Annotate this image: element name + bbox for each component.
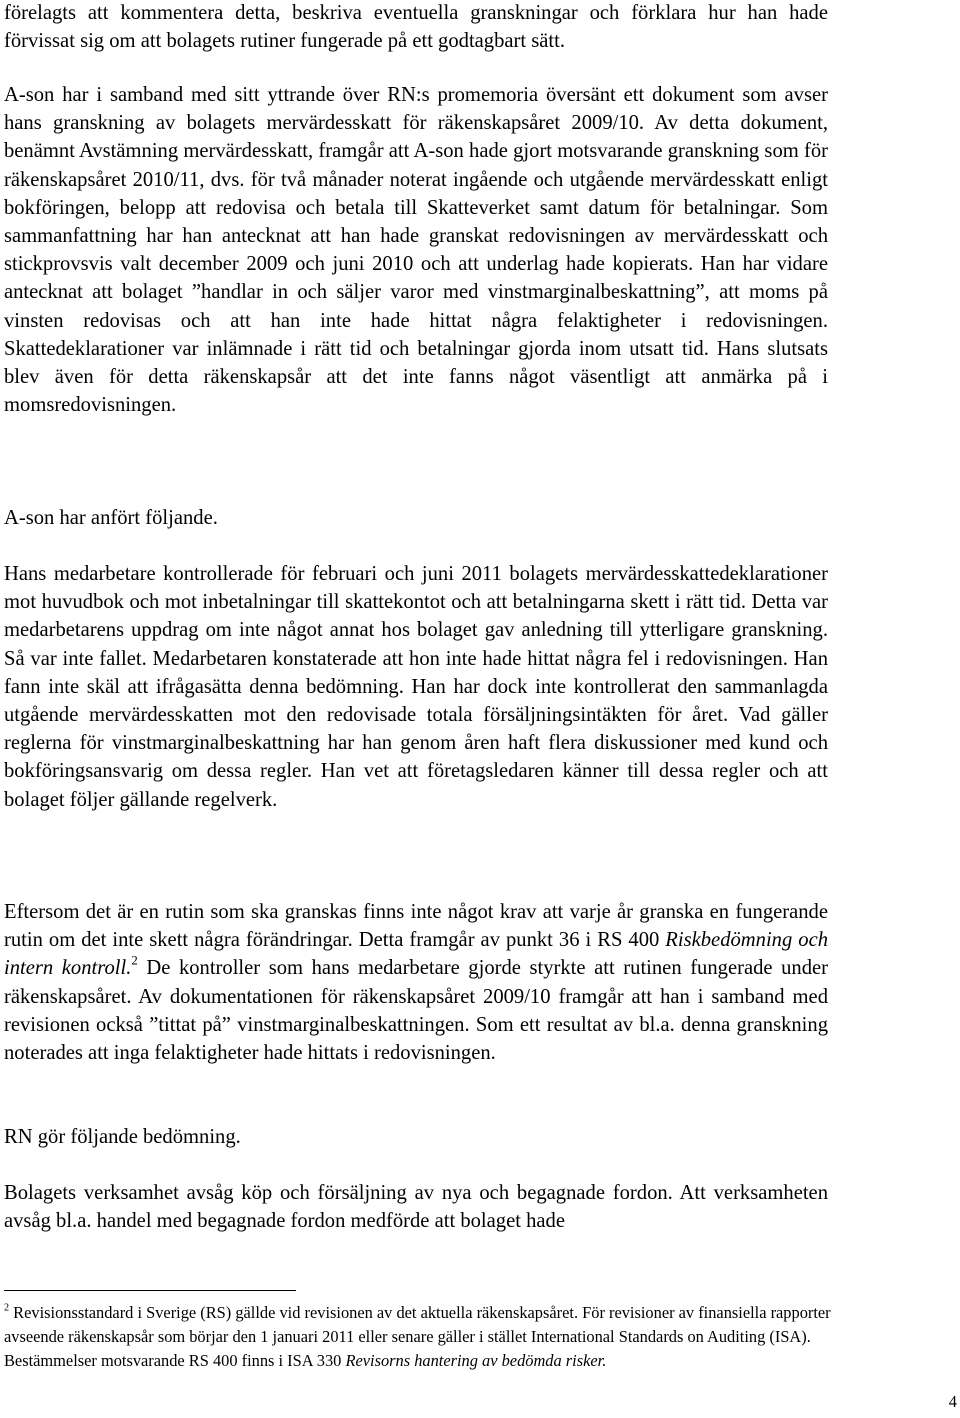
footnote-reference[interactable]: 2 — [131, 953, 138, 968]
paragraph-eftersom-text-start: Eftersom det är en rutin som ska granskas finns inte något krav att varje år granska en fungerande rutin om det inte skett några förändringar. Detta framgår av punkt 36 i RS 400 — [4, 901, 828, 952]
footnote-number: 2 — [4, 1302, 10, 1314]
footnote-text: Revisionsstandard i Sverige (RS) gällde vid revisionen av det aktuella räkenskapsåret. För revisioner av finansiella rapporter avseende räkenskapsår som börjar den 1 januari 2011 eller senare gäller i stället International Standards on Auditing (ISA). Bestämmelser motsvarande RS 400 finns i ISA 330 — [4, 1303, 831, 1370]
standard-title-italic: Riskbedömning och intern kontroll. — [4, 929, 829, 980]
paragraph-bolagets: Bolagets verksamhet avsåg köp och försäljning av nya och begagnade fordon. Att verksamheten avsåg bl.a. handel med begagnade fordon medförde att bolaget hade — [4, 1182, 828, 1233]
paragraph-ason-anfort: A-son har anfört följande. — [4, 507, 218, 529]
paragraph-rn-bedomning: RN gör följande bedömning. — [4, 1126, 241, 1148]
paragraph-ason-statement: A-son har i samband med sitt yttrande över RN:s promemoria översänt ett dokument som avser hans granskning av bolagets mervärdesskatt för räkenskapsåret 2009/10. Av detta dokument, benämnt Avstämning mervärdesskatt, framgår att A-son hade gjort motsvarande granskning som för räkenskapsåret 2010/11, dvs. för två månader noterat ingående och utgående mervärdesskatt enligt bokföringen, belopp att redovisa och betala till Skatteverket samt datum för betalningar. Som sammanfattning har han antecknat att han hade granskat redovisningen av mervärdesskatt och stickprovsvis valt december 2009 och juni 2010 och att underlag hade kopierats. Han har vidare antecknat att bolaget ”handlar in och säljer varor med vinstmarginalbeskattning”, att moms på vinsten redovisas och att han inte hade hittat några felaktigheter i redovisningen. Skattedeklarationer var inlämnade i rätt tid och betalningar gjorda inom utsatt tid. Hans slutsats blev även för detta räkenskapsår att det inte fanns något väsentligt att anmärka på i momsredovisningen. — [4, 84, 828, 417]
footnote-italic-title: Revisorns hantering av bedömda risker. — [345, 1351, 607, 1370]
paragraph-eftersom-text-end: De kontroller som hans medarbetare gjorde styrkte att rutinen fungerade under räkenskapsåret. Av dokumentationen för räkenskapsåret 2009/10 framgår att han i samband med revisionen också ”tittat på” vinstmarginalbeskattningen. Som ett resultat av bl.a. denna granskning noterades att inga felaktigheter hade hittats i redovisningen. — [4, 957, 828, 1065]
footnote-separator — [4, 1290, 296, 1291]
paragraph-intro: förelagts att kommentera detta, beskriva eventuella granskningar och förklara hur han hade förvissat sig om att bolagets rutiner fungerade på ett godtagbart sätt. — [4, 2, 828, 53]
paragraph-medarbetare: Hans medarbetare kontrollerade för februari och juni 2011 bolagets mervärdesskattedeklarationer mot huvudbok och mot inbetalningar till skattekontot och att betalningarna skett i rätt tid. Detta var medarbetarens uppdrag om inte något annat hos bolaget gav anledning till ytterligare granskning. Så var inte fallet. Medarbetaren konstaterade att hon inte hade hittat några fel i redovisningen. Han fann inte skäl att ifrågasätta denna bedömning. Han har dock inte kontrollerat den sammanlagda utgående mervärdesskatten mot den redovisade totala försäljningsintäkten för året. Vad gäller reglerna för vinstmarginalbeskattning har han genom åren haft flera diskussioner med kund och bokföringsansvarig om dessa regler. Han vet att företagsledaren känner till dessa regler och att bolaget följer gällande regelverk. — [4, 563, 828, 811]
paragraph-eftersom — [4, 898, 828, 1067]
page-number: 4 — [948, 1392, 957, 1411]
footnote — [4, 1301, 874, 1373]
